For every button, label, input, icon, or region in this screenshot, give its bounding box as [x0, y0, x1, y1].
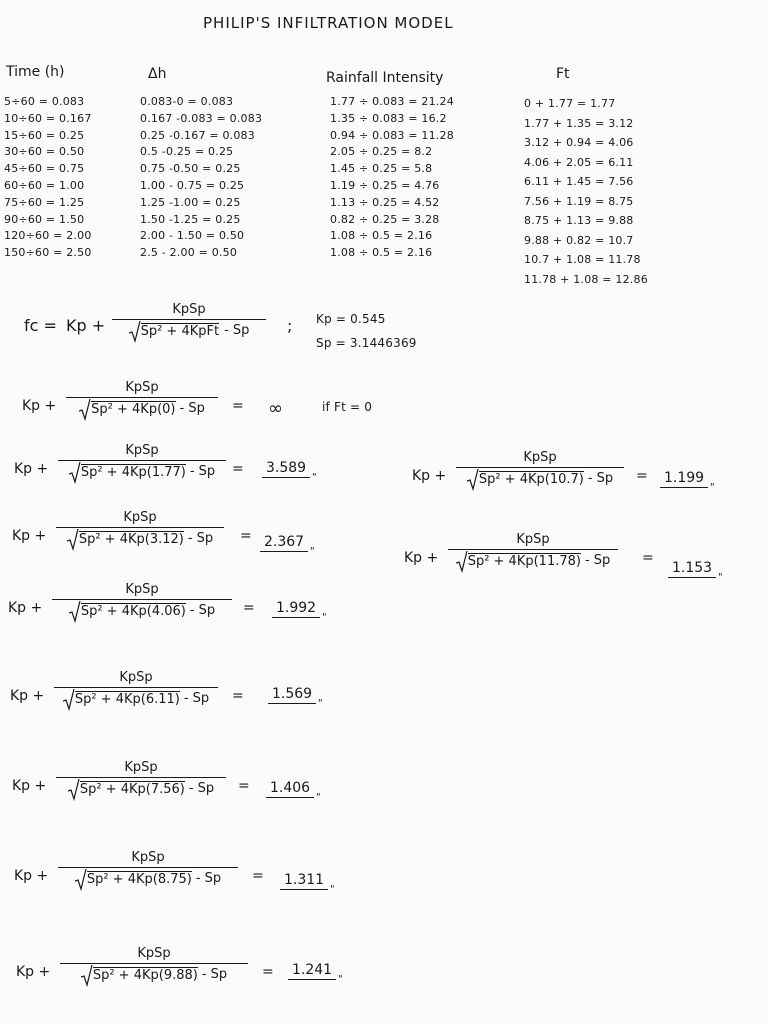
sqrt-sign — [81, 967, 198, 983]
dh-cell: 1.50 -1.25 = 0.25 — [140, 212, 241, 226]
calc-tick: " — [718, 572, 723, 583]
calc-equals: = — [238, 778, 250, 794]
intensity-cell: 1.19 ÷ 0.25 = 4.76 — [330, 179, 440, 192]
calc-fraction — [66, 380, 218, 417]
calc-ft-value: (10.7) — [544, 472, 584, 487]
calc-den-tail: - Sp — [189, 603, 216, 618]
ft-cell: 6.11 + 1.45 = 7.56 — [524, 175, 634, 188]
calc-den-tail: - Sp — [189, 464, 216, 479]
formula-fraction — [112, 302, 266, 339]
calc-equals: = — [232, 461, 244, 477]
calc-numerator: KpSp — [523, 450, 557, 465]
calc-den-tail: - Sp — [587, 471, 614, 486]
calc-ft-value: (1.77) — [146, 465, 186, 480]
calc-tick: " — [322, 612, 327, 623]
sqrt-sign — [68, 781, 185, 797]
dh-cell: 0.083-0 = 0.083 — [140, 95, 234, 108]
page-title: PHILIP'S INFILTRATION MODEL — [203, 14, 454, 32]
sqrt-sign — [467, 471, 584, 487]
formula-den-tail: - Sp — [224, 323, 250, 338]
calc-tick: " — [710, 482, 715, 493]
time-cell: 15÷60 = 0.25 — [4, 128, 85, 142]
calc-den-inner: Sp² + 4Kp(1.77) — [80, 465, 186, 480]
calc-den-inner: Sp² + 4Kp(9.88) — [92, 968, 198, 983]
formula-lhs: fc = — [24, 316, 57, 335]
calc-kp: Kp + — [412, 468, 447, 484]
calc-fraction — [58, 850, 238, 887]
intensity-cell: 0.82 ÷ 0.25 = 3.28 — [330, 212, 440, 226]
time-cell: 60÷60 = 1.00 — [4, 179, 85, 192]
calc-ft-value: (8.75) — [152, 872, 192, 887]
calc-equals: = — [262, 964, 274, 980]
time-cell: 45÷60 = 0.75 — [4, 162, 85, 176]
calc-equals: = — [642, 550, 654, 566]
header-time: Time (h) — [6, 64, 65, 80]
header-intensity: Rainfall Intensity — [326, 70, 444, 86]
calc-fraction — [60, 946, 248, 983]
dh-cell: 1.25 -1.00 = 0.25 — [140, 195, 241, 209]
ft-cell: 0 + 1.77 = 1.77 — [524, 97, 616, 110]
calc-note: if Ft = 0 — [322, 400, 373, 414]
calc-tick: " — [310, 546, 315, 557]
calc-den-inner: Sp² + 4Kp(0) — [91, 402, 176, 417]
ft-cell: 3.12 + 0.94 = 4.06 — [524, 136, 634, 149]
ft-cell: 10.7 + 1.08 = 11.78 — [524, 253, 641, 266]
calc-kp: Kp + — [14, 461, 49, 477]
dh-cell: 2.5 - 2.00 = 0.50 — [140, 246, 238, 260]
calc-result: 2.367 — [260, 534, 308, 552]
dh-cell: 0.5 -0.25 = 0.25 — [140, 145, 234, 159]
calc-numerator: KpSp — [516, 532, 550, 547]
calc-kp: Kp + — [14, 868, 49, 884]
calc-numerator: KpSp — [131, 850, 165, 865]
sqrt-sign — [63, 691, 180, 707]
calc-den-inner: Sp² + 4Kp(11.78) — [467, 554, 581, 569]
sp-value: Sp = 3.1446369 — [316, 336, 417, 350]
calc-den-inner: Sp² + 4Kp(4.06) — [80, 604, 186, 619]
intensity-cell: 1.08 ÷ 0.5 = 2.16 — [330, 229, 433, 243]
calc-den-tail: - Sp — [188, 781, 215, 796]
sqrt-sign — [69, 464, 186, 480]
calc-den-tail: - Sp — [179, 401, 205, 416]
header-dh: Δh — [148, 66, 167, 82]
ft-cell: 4.06 + 2.05 = 6.11 — [524, 155, 634, 169]
calc-kp: Kp + — [10, 688, 45, 704]
sqrt-sign — [456, 553, 581, 569]
calc-ft-value: (11.78) — [533, 554, 581, 569]
sqrt-sign — [129, 323, 220, 339]
calc-numerator: KpSp — [137, 946, 171, 961]
calc-result: 1.992 — [272, 600, 320, 618]
time-cell: 150÷60 = 2.50 — [4, 246, 92, 260]
dh-cell: 0.25 -0.167 = 0.083 — [140, 128, 255, 142]
calc-equals: = — [243, 600, 255, 616]
ft-cell: 8.75 + 1.13 = 9.88 — [524, 214, 634, 227]
calc-den-tail: - Sp — [183, 691, 210, 706]
calc-den-inner: Sp² + 4Kp(7.56) — [79, 782, 185, 797]
calc-equals: = — [232, 688, 244, 704]
calc-kp: Kp + — [8, 600, 43, 616]
ft-cell: 1.77 + 1.35 = 3.12 — [524, 116, 634, 130]
dh-cell: 0.167 -0.083 = 0.083 — [140, 111, 263, 125]
intensity-cell: 1.77 ÷ 0.083 = 21.24 — [330, 95, 454, 108]
calc-result: 1.569 — [268, 686, 316, 704]
calc-den-inner: Sp² + 4Kp(8.75) — [86, 872, 192, 887]
calc-den-tail: - Sp — [187, 531, 214, 546]
time-cell: 10÷60 = 0.167 — [4, 111, 92, 125]
calc-fraction — [56, 760, 226, 797]
formula-den-inner: Sp² + 4KpFt — [140, 324, 220, 339]
calc-fraction — [52, 582, 232, 619]
calc-den-inner: Sp² + 4Kp(3.12) — [78, 532, 184, 547]
calc-equals: = — [232, 398, 244, 414]
calc-den-inner: Sp² + 4Kp(6.11) — [74, 692, 180, 707]
time-cell: 5÷60 = 0.083 — [4, 95, 85, 108]
calc-numerator: KpSp — [125, 582, 159, 597]
header-ft: Ft — [556, 66, 570, 82]
calc-kp: Kp + — [22, 398, 57, 414]
calc-kp: Kp + — [12, 778, 47, 794]
calc-numerator: KpSp — [124, 760, 158, 775]
ft-cell: 11.78 + 1.08 = 12.86 — [524, 272, 648, 286]
formula-separator: ; — [287, 316, 293, 335]
calc-fraction — [56, 510, 224, 547]
calc-ft-value: (9.88) — [158, 968, 198, 983]
calc-fraction — [456, 450, 624, 487]
calc-result: 1.406 — [266, 780, 314, 798]
intensity-cell: 1.45 ÷ 0.25 = 5.8 — [330, 162, 433, 176]
calc-den-tail: - Sp — [201, 967, 228, 982]
calc-fraction — [54, 670, 218, 707]
time-cell: 30÷60 = 0.50 — [4, 145, 85, 159]
calc-tick: " — [312, 472, 317, 483]
intensity-cell: 0.94 ÷ 0.083 = 11.28 — [330, 128, 454, 142]
intensity-cell: 2.05 ÷ 0.25 = 8.2 — [330, 145, 433, 159]
calc-numerator: KpSp — [123, 510, 157, 525]
calc-numerator: KpSp — [125, 380, 159, 395]
calc-den-inner: Sp² + 4Kp(10.7) — [478, 472, 584, 487]
formula-kp: Kp + — [66, 316, 106, 335]
time-cell: 120÷60 = 2.00 — [4, 229, 92, 243]
calc-tick: " — [316, 792, 321, 803]
sqrt-sign — [69, 603, 186, 619]
calc-ft-value: (3.12) — [144, 532, 184, 547]
calc-numerator: KpSp — [125, 443, 159, 458]
calc-tick: " — [330, 884, 335, 895]
calc-result: 1.311 — [280, 872, 328, 890]
dh-cell: 2.00 - 1.50 = 0.50 — [140, 229, 245, 243]
intensity-cell: 1.08 ÷ 0.5 = 2.16 — [330, 246, 433, 260]
dh-cell: 1.00 - 0.75 = 0.25 — [140, 179, 245, 192]
dh-cell: 0.75 -0.50 = 0.25 — [140, 162, 241, 176]
calc-ft-value: (0) — [157, 402, 176, 417]
calc-kp: Kp + — [12, 528, 47, 544]
calc-tick: " — [338, 974, 343, 985]
calc-equals: = — [636, 468, 648, 484]
calc-kp: Kp + — [16, 964, 51, 980]
calc-den-tail: - Sp — [584, 553, 611, 568]
calc-fraction — [448, 532, 618, 569]
calc-kp: Kp + — [404, 550, 439, 566]
intensity-cell: 1.13 ÷ 0.25 = 4.52 — [330, 195, 440, 209]
ft-cell: 7.56 + 1.19 = 8.75 — [524, 194, 634, 208]
formula-numerator: KpSp — [172, 302, 206, 317]
calc-equals: = — [240, 528, 252, 544]
calc-result: 1.153 — [668, 560, 716, 578]
intensity-cell: 1.35 ÷ 0.083 = 16.2 — [330, 111, 447, 125]
calc-ft-value: (7.56) — [145, 782, 185, 797]
sqrt-sign — [79, 401, 175, 417]
calc-ft-value: (6.11) — [140, 692, 180, 707]
calc-ft-value: (4.06) — [146, 604, 186, 619]
calc-result: ∞ — [268, 398, 283, 419]
kp-value: Kp = 0.545 — [316, 312, 386, 326]
sqrt-sign — [67, 531, 184, 547]
calc-tick: " — [318, 698, 323, 709]
calc-result: 1.199 — [660, 470, 708, 488]
ft-cell: 9.88 + 0.82 = 10.7 — [524, 233, 634, 247]
time-cell: 90÷60 = 1.50 — [4, 212, 85, 226]
calc-result: 3.589 — [262, 460, 310, 478]
calc-numerator: KpSp — [119, 670, 153, 685]
calc-equals: = — [252, 868, 264, 884]
time-cell: 75÷60 = 1.25 — [4, 195, 85, 209]
calc-result: 1.241 — [288, 962, 336, 980]
sqrt-sign — [75, 871, 192, 887]
calc-fraction — [58, 443, 226, 480]
calc-den-tail: - Sp — [195, 871, 222, 886]
